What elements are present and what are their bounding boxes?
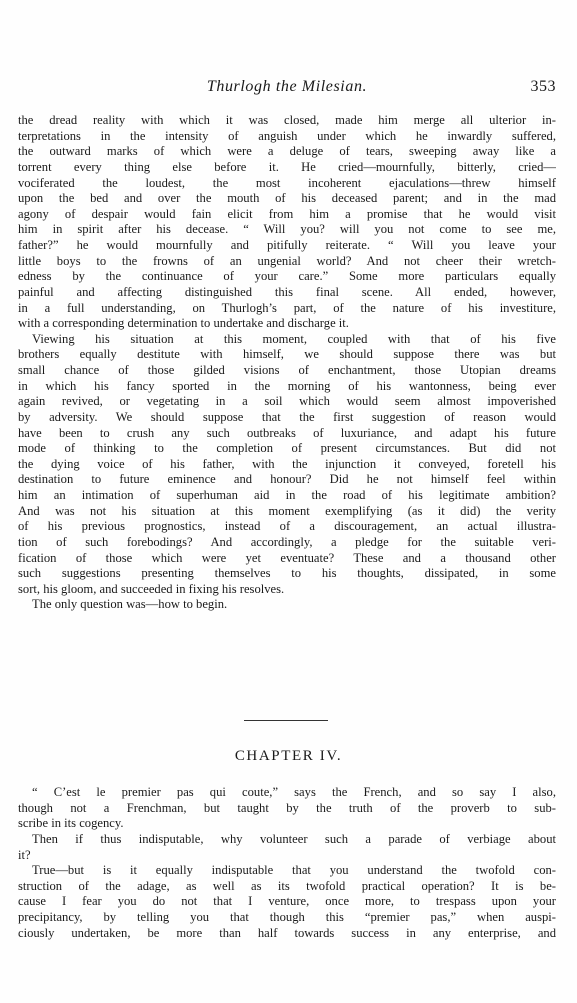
- text-line: the outward marks of which were a deluge of tears, sweeping away like a: [18, 144, 556, 159]
- text-line: vociferated the loudest, the most incoherent ejaculations—threw himself: [18, 175, 556, 190]
- page-number: 353: [530, 78, 556, 95]
- text-line: True—but is it equally indisputable that you understand the twofold con-: [32, 863, 556, 878]
- text-line: sort, his gloom, and succeeded in fixing his resolves.: [18, 581, 285, 596]
- body-text-before-chapter: [18, 113, 556, 613]
- text-line: terpretations in the intensity of anguish under which he inwardly suffered,: [18, 128, 556, 143]
- text-line: tion of such forebodings? And accordingly, a pledge for the suitable veri-: [18, 534, 556, 549]
- text-line: agony of despair would fain elicit from him a promise that he would visit: [18, 206, 556, 221]
- text-line: upon the bed and over the mouth of his deceased parent; and in the mad: [18, 191, 556, 206]
- text-line: him an intimation of superhuman aid in the road of his legitimate ambition?: [18, 488, 556, 502]
- text-line: him in spirit after his decease. “ Will you? will you not come to see me,: [18, 222, 556, 237]
- text-line: in a full understanding, on Thurlogh’s part, of the nature of his investiture,: [18, 300, 556, 315]
- running-head: [18, 78, 556, 100]
- text-line: struction of the adage, as well as its twofold practical operation? It is be-: [18, 878, 556, 893]
- text-line: again revived, or vegetating in a soil which would seem almost impoverished: [18, 394, 556, 409]
- text-line: mode of thinking to the completion of present circumstances. But did not: [18, 441, 556, 456]
- text-line: such suggestions presenting themselves to his thoughts, dissipated, in some: [18, 566, 556, 581]
- text-line: fication of those which were yet eventuate? These and a thousand other: [18, 550, 556, 565]
- text-line: though not a Frenchman, but taught by the truth of the proverb to sub-: [18, 800, 556, 815]
- text-line: ciously undertaken, be more than half towards success in any enterprise, and: [18, 925, 556, 940]
- chapter-heading: CHAPTER IV.: [234, 748, 343, 764]
- text-line: have been to crush any such outbreaks of luxuriance, and adapt his future: [18, 425, 556, 440]
- text-line: scribe in its cogency.: [18, 816, 124, 831]
- text-line: by adversity. We should suppose that the first suggestion of reason would: [18, 409, 556, 424]
- text-line: of his previous prognostics, instead of a discouragement, an actual illustra-: [18, 519, 556, 534]
- text-line: torrent every thing else before it. He cried—mournfully, bitterly, cried—: [18, 159, 556, 174]
- text-line: And was not his situation at this moment exemplifying (as it did) the verity: [18, 503, 556, 518]
- text-line: little boys to the frowns of an ungenial world? And not cheer their wretch-: [18, 253, 556, 268]
- text-line: The only question was—how to begin.: [32, 597, 228, 612]
- text-line: edness by the continuance of your care.” Some more particulars equally: [18, 269, 556, 284]
- section-divider-rule: [244, 720, 328, 721]
- text-line: Then if thus indisputable, why volunteer such a parade of verbiage about: [32, 831, 556, 846]
- text-line: the dying voice of his father, with the injunction it conveyed, foretell his: [18, 456, 556, 471]
- body-text-chapter: [18, 785, 556, 941]
- text-line: father?” he would mournfully and pitifully reiterate. “ Will you leave your: [18, 238, 556, 252]
- text-line: with a corresponding determination to undertake and discharge it.: [18, 316, 349, 331]
- text-line: cause I fear you do not that I venture, once more, to trespass upon your: [18, 894, 556, 909]
- text-line: brothers equally destitute with himself, we should suppose there was but: [18, 347, 556, 362]
- text-line: Viewing his situation at this moment, coupled with that of his five: [32, 331, 556, 346]
- text-line: precipitancy, by telling you that though this “premier pas,” when auspi-: [18, 910, 556, 924]
- text-line: painful and affecting distinguished this final scene. All ended, however,: [18, 284, 556, 299]
- text-line: “ C’est le premier pas qui coute,” says the French, and so say I also,: [32, 785, 556, 799]
- text-line: in which his fancy sported in the morning of his wantonness, being ever: [18, 378, 556, 393]
- text-line: destination to future eminence and honour? Did he not himself feel within: [18, 472, 556, 487]
- text-line: small chance of those gilded visions of enchantment, those Utopian dreams: [18, 363, 556, 377]
- text-line: the dread reality with which it was closed, made him merge all ulterior in-: [18, 113, 556, 127]
- running-title: Thurlogh the Milesian.: [206, 78, 368, 95]
- text-line: it?: [18, 847, 31, 862]
